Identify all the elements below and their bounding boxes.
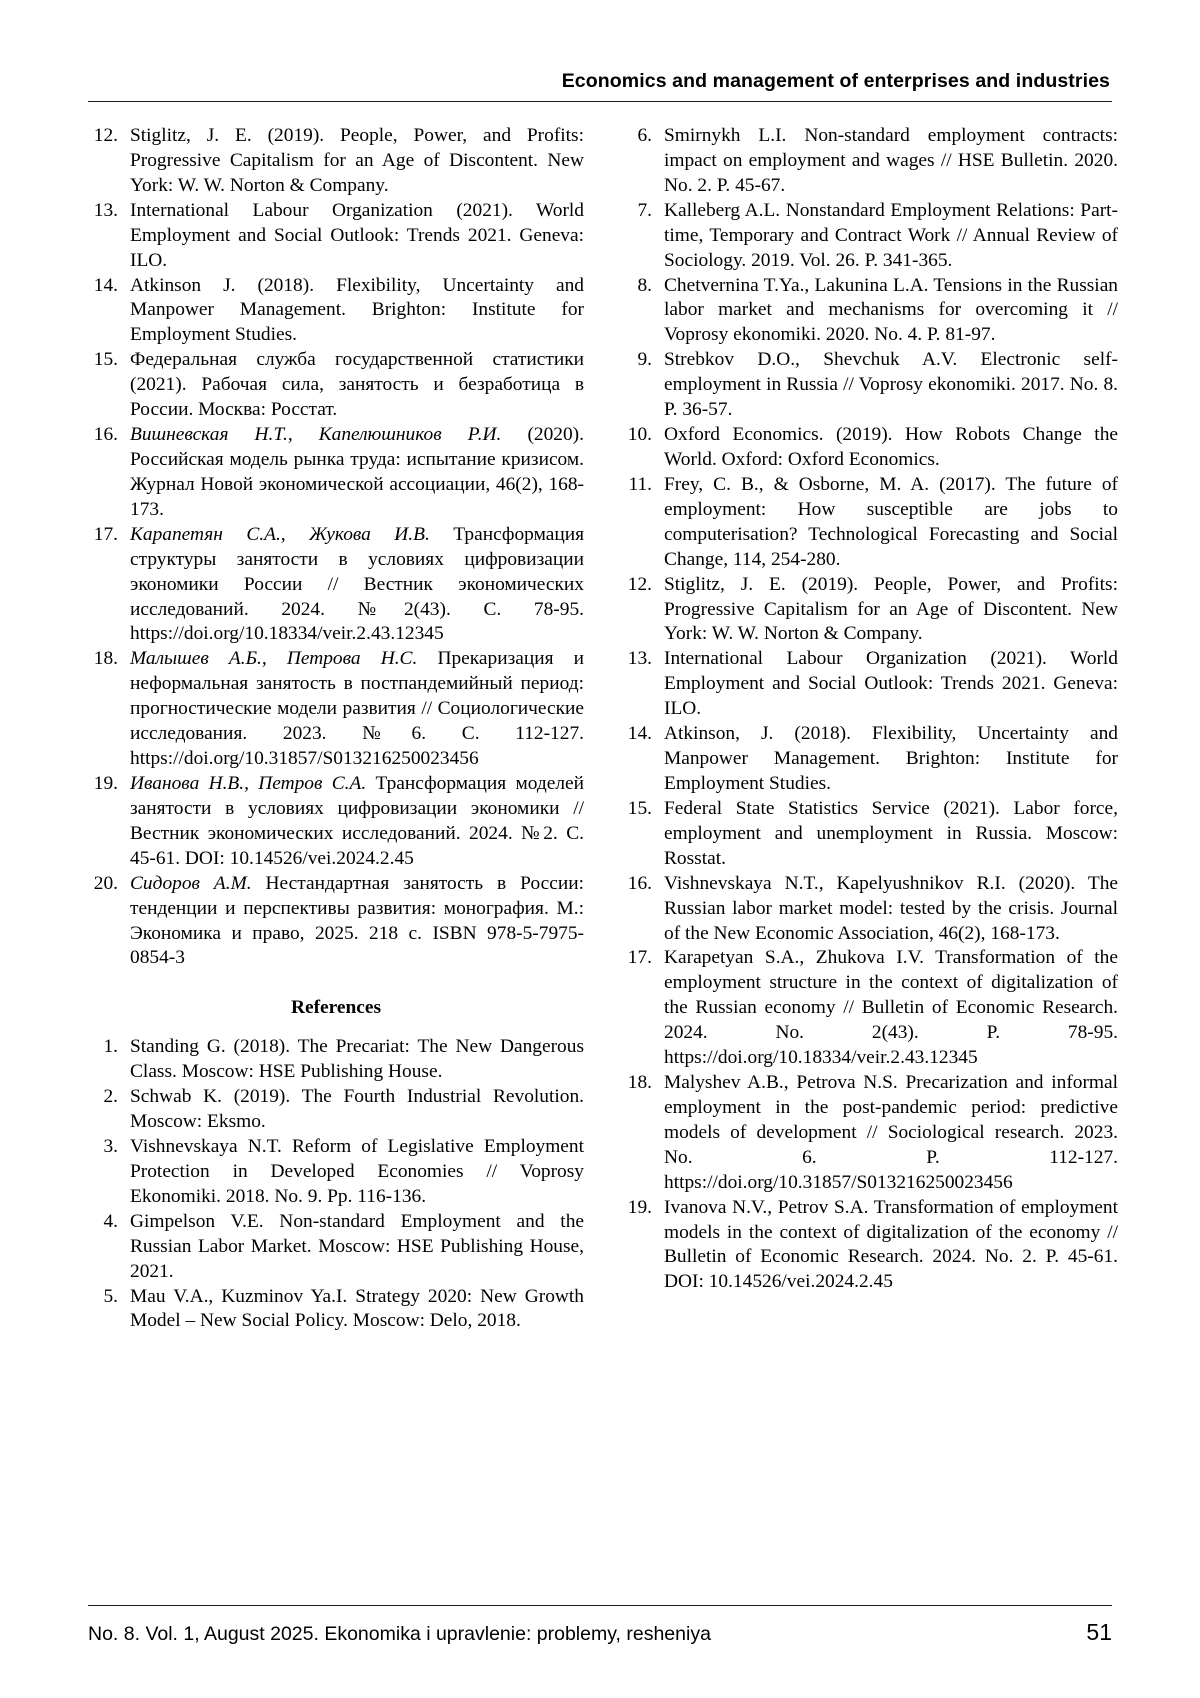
reference-text: International Labour Organization (2021). World Employment and Social Outlook: Trends 2021. Geneva: ILO. — [130, 199, 584, 271]
reference-item — [622, 647, 1118, 722]
reference-item — [622, 573, 1118, 648]
reference-number: 13. — [93, 199, 118, 221]
reference-text: Карапетян С.А., Жукова И.В. Трансформация структуры занятости в условиях цифровизации экономики России // Вестник экономических исследований. 2024. №2(43). С. 78-95. https://doi.org/10.18334/veir.2.43.12345 — [130, 523, 584, 645]
two-column-body — [88, 124, 1118, 1554]
reference-item — [622, 797, 1118, 872]
left-column — [88, 124, 584, 1554]
reference-number: 16. — [93, 424, 118, 446]
reference-text: Stiglitz, J. E. (2019). People, Power, and Profits: Progressive Capitalism for an Age of Discontent. New York: W. W. Norton & Company. — [130, 125, 584, 196]
reference-item — [622, 946, 1118, 1071]
reference-item — [622, 274, 1118, 349]
reference-text: Strebkov D.O., Shevchuk A.V. Electronic self-employment in Russia // Voprosy ekonomiki. 2017. No. 8. P. 36-57. — [664, 349, 1118, 421]
reference-text: Малышев А.Б., Петрова Н.С. Прекаризация и неформальная занятость в постпандемийный период: прогностические модели развития // Социологические исследования. 2023. №6. С. 112-127. https://doi.org/10.31857/S013216250023456 — [130, 648, 584, 770]
references-heading: References — [290, 997, 382, 1019]
reference-number: 15. — [93, 349, 118, 371]
reference-item — [88, 1285, 584, 1335]
reference-item — [622, 1071, 1118, 1196]
page-header-title: Economics and management of enterprises and industries — [561, 70, 1110, 92]
references-list-right — [622, 124, 1118, 1295]
reference-item — [622, 1196, 1118, 1296]
reference-item — [622, 199, 1118, 274]
reference-text: Atkinson J. (2018). Flexibility, Uncertainty and Manpower Management. Brighton: Institute for Employment Studies. — [130, 274, 584, 346]
header-divider — [88, 101, 1112, 102]
reference-text: Federal State Statistics Service (2021). Labor force, employment and unemployment in Russia. Moscow: Rosstat. — [664, 797, 1118, 869]
reference-text: Stiglitz, J. E. (2019). People, Power, and Profits: Progressive Capitalism for an Age of Discontent. New York: W. W. Norton & Company. — [664, 573, 1118, 645]
reference-text: Mau V.A., Kuzminov Ya.I. Strategy 2020: New Growth Model – New Social Policy. Moscow: Delo, 2018. — [130, 1285, 584, 1332]
reference-item — [622, 473, 1118, 573]
reference-number: 14. — [627, 723, 652, 745]
reference-text: Standing G. (2018). The Precariat: The New Dangerous Class. Moscow: HSE Publishing House. — [130, 1036, 584, 1083]
reference-number: 17. — [93, 523, 118, 545]
reference-text: Vishnevskaya N.T. Reform of Legislative Employment Protection in Developed Economies // Voprosy Ekonomiki. 2018. No. 9. Pp. 116-136. — [130, 1136, 584, 1207]
reference-item — [88, 1135, 584, 1210]
reference-text: Smirnykh L.I. Non-standard employment contracts: impact on employment and wages // HSE Bulletin. 2020. No. 2. P. 45-67. — [664, 125, 1118, 196]
reference-authors: Вишневская Н.Т., Капелюшников Р.И. — [130, 424, 502, 446]
reference-item — [622, 423, 1118, 473]
reference-number: 5. — [103, 1285, 118, 1307]
reference-item — [88, 1085, 584, 1135]
reference-number: 13. — [627, 648, 652, 670]
bibliography-item — [88, 647, 584, 772]
reference-number: 12. — [627, 573, 652, 595]
reference-number: 10. — [627, 424, 652, 446]
reference-text: Schwab K. (2019). The Fourth Industrial Revolution. Moscow: Eksmo. — [130, 1086, 584, 1133]
reference-item — [622, 872, 1118, 947]
bibliography-item — [88, 523, 584, 648]
reference-text: Malyshev A.B., Petrova N.S. Precarization and informal employment in the post-pandemic period: predictive models of development // Sociological research. 2023. No. 6. P. 112-127. https://doi.org/10.31857/S013216250023456 — [664, 1072, 1118, 1193]
reference-item — [622, 722, 1118, 797]
reference-text: Gimpelson V.E. Non-standard Employment and the Russian Labor Market. Moscow: HSE Publishing House, 2021. — [130, 1210, 584, 1282]
reference-text: Сидоров А.М. Нестандартная занятость в России: тенденции и перспективы развития: монография. М.: Экономика и право, 2025. 218 с. ISBN 978-5-7975-0854-3 — [130, 872, 584, 969]
bibliography-item — [88, 274, 584, 349]
reference-item — [88, 1035, 584, 1085]
reference-authors: Малышев А.Б., Петрова Н.С. — [130, 648, 418, 670]
reference-number: 19. — [627, 1196, 652, 1218]
reference-text: Chetvernina T.Ya., Lakunina L.A. Tensions in the Russian labor market and mechanisms for overcoming it // Voprosy ekonomiki. 2020. No. 4. P. 81-97. — [664, 274, 1118, 346]
bibliography-item — [88, 124, 584, 199]
reference-text: International Labour Organization (2021). World Employment and Social Outlook: Trends 2021. Geneva: ILO. — [664, 648, 1118, 720]
reference-number: 17. — [627, 947, 652, 969]
reference-text: Ivanova N.V., Petrov S.A. Transformation of employment models in the context of digitalization of the economy // Bulletin of Economic Research. 2024. No. 2. P. 45-61. DOI: 10.14526/vei.2024.2.45 — [664, 1196, 1118, 1293]
footer-divider — [88, 1605, 1112, 1606]
reference-item — [622, 124, 1118, 199]
footer-issue-info: No. 8. Vol. 1, August 2025. Ekonomika i upravlenie: problemy, resheniya — [88, 1623, 711, 1645]
reference-number: 3. — [103, 1136, 118, 1158]
reference-number: 11. — [628, 473, 652, 495]
bibliography-list-russian — [88, 124, 584, 971]
reference-number: 12. — [93, 125, 118, 146]
reference-number: 8. — [637, 274, 652, 296]
bibliography-item — [88, 199, 584, 274]
reference-text: Федеральная служба государственной статистики (2021). Рабочая сила, занятость и безработица в России. Москва: Росстат. — [130, 349, 584, 421]
reference-number: 18. — [627, 1072, 652, 1094]
reference-text: Karapetyan S.A., Zhukova I.V. Transformation of the employment structure in the context of digitalization of the Russian economy // Bulletin of Economic Research. 2024. No. 2(43). P. 78-95. https://doi.org/10.18334/veir.2.43.12345 — [664, 947, 1118, 1069]
bibliography-item — [88, 423, 584, 523]
reference-number: 6. — [637, 125, 652, 146]
reference-number: 9. — [637, 349, 652, 371]
reference-number: 19. — [93, 772, 118, 794]
reference-number: 4. — [103, 1210, 118, 1232]
reference-number: 15. — [627, 797, 652, 819]
reference-item — [88, 1210, 584, 1285]
reference-text: Vishnevskaya N.T., Kapelyushnikov R.I. (2020). The Russian labor market model: tested by the crisis. Journal of the New Economic Association, 46(2), 168-173. — [664, 872, 1118, 944]
page-footer — [88, 1597, 1112, 1646]
reference-authors: Сидоров А.М. — [130, 872, 252, 894]
bibliography-item — [88, 772, 584, 872]
reference-text: Frey, C. B., & Osborne, M. A. (2017). The future of employment: How susceptible are jobs to computerisation? Technological Forecasting and Social Change, 114, 254-280. — [664, 473, 1118, 570]
reference-authors: Карапетян С.А., Жукова И.В. — [130, 523, 430, 545]
reference-number: 1. — [103, 1036, 118, 1058]
reference-number: 18. — [93, 648, 118, 670]
references-list-left — [88, 1035, 584, 1334]
reference-number: 2. — [103, 1086, 118, 1108]
reference-text: Oxford Economics. (2019). How Robots Change the World. Oxford: Oxford Economics. — [664, 424, 1118, 470]
reference-authors: Иванова Н.В., Петров С.А. — [130, 772, 367, 794]
reference-text: Atkinson, J. (2018). Flexibility, Uncertainty and Manpower Management. Brighton: Institute for Employment Studies. — [664, 723, 1118, 794]
reference-text: Kalleberg A.L. Nonstandard Employment Relations: Part-time, Temporary and Contract Work // Annual Review of Sociology. 2019. Vol. 26. P. 341-365. — [664, 199, 1118, 271]
reference-number: 7. — [637, 199, 652, 221]
footer-page-number: 51 — [1086, 1619, 1112, 1645]
bibliography-item — [88, 872, 584, 972]
reference-number: 14. — [93, 274, 118, 296]
bibliography-item — [88, 348, 584, 423]
right-column — [622, 124, 1118, 1554]
reference-text: Вишневская Н.Т., Капелюшников Р.И. (2020). Российская модель рынка труда: испытание кризисом. Журнал Новой экономической ассоциации, 46(2), 168-173. — [130, 424, 584, 520]
reference-text: Иванова Н.В., Петров С.А. Трансформация моделей занятости в условиях цифровизации экономики // Вестник экономических исследований. 2024. №2. С. 45-61. DOI: 10.14526/vei.2024.2.45 — [130, 772, 584, 869]
reference-number: 16. — [627, 872, 652, 894]
reference-item — [622, 348, 1118, 423]
reference-number: 20. — [93, 872, 118, 894]
